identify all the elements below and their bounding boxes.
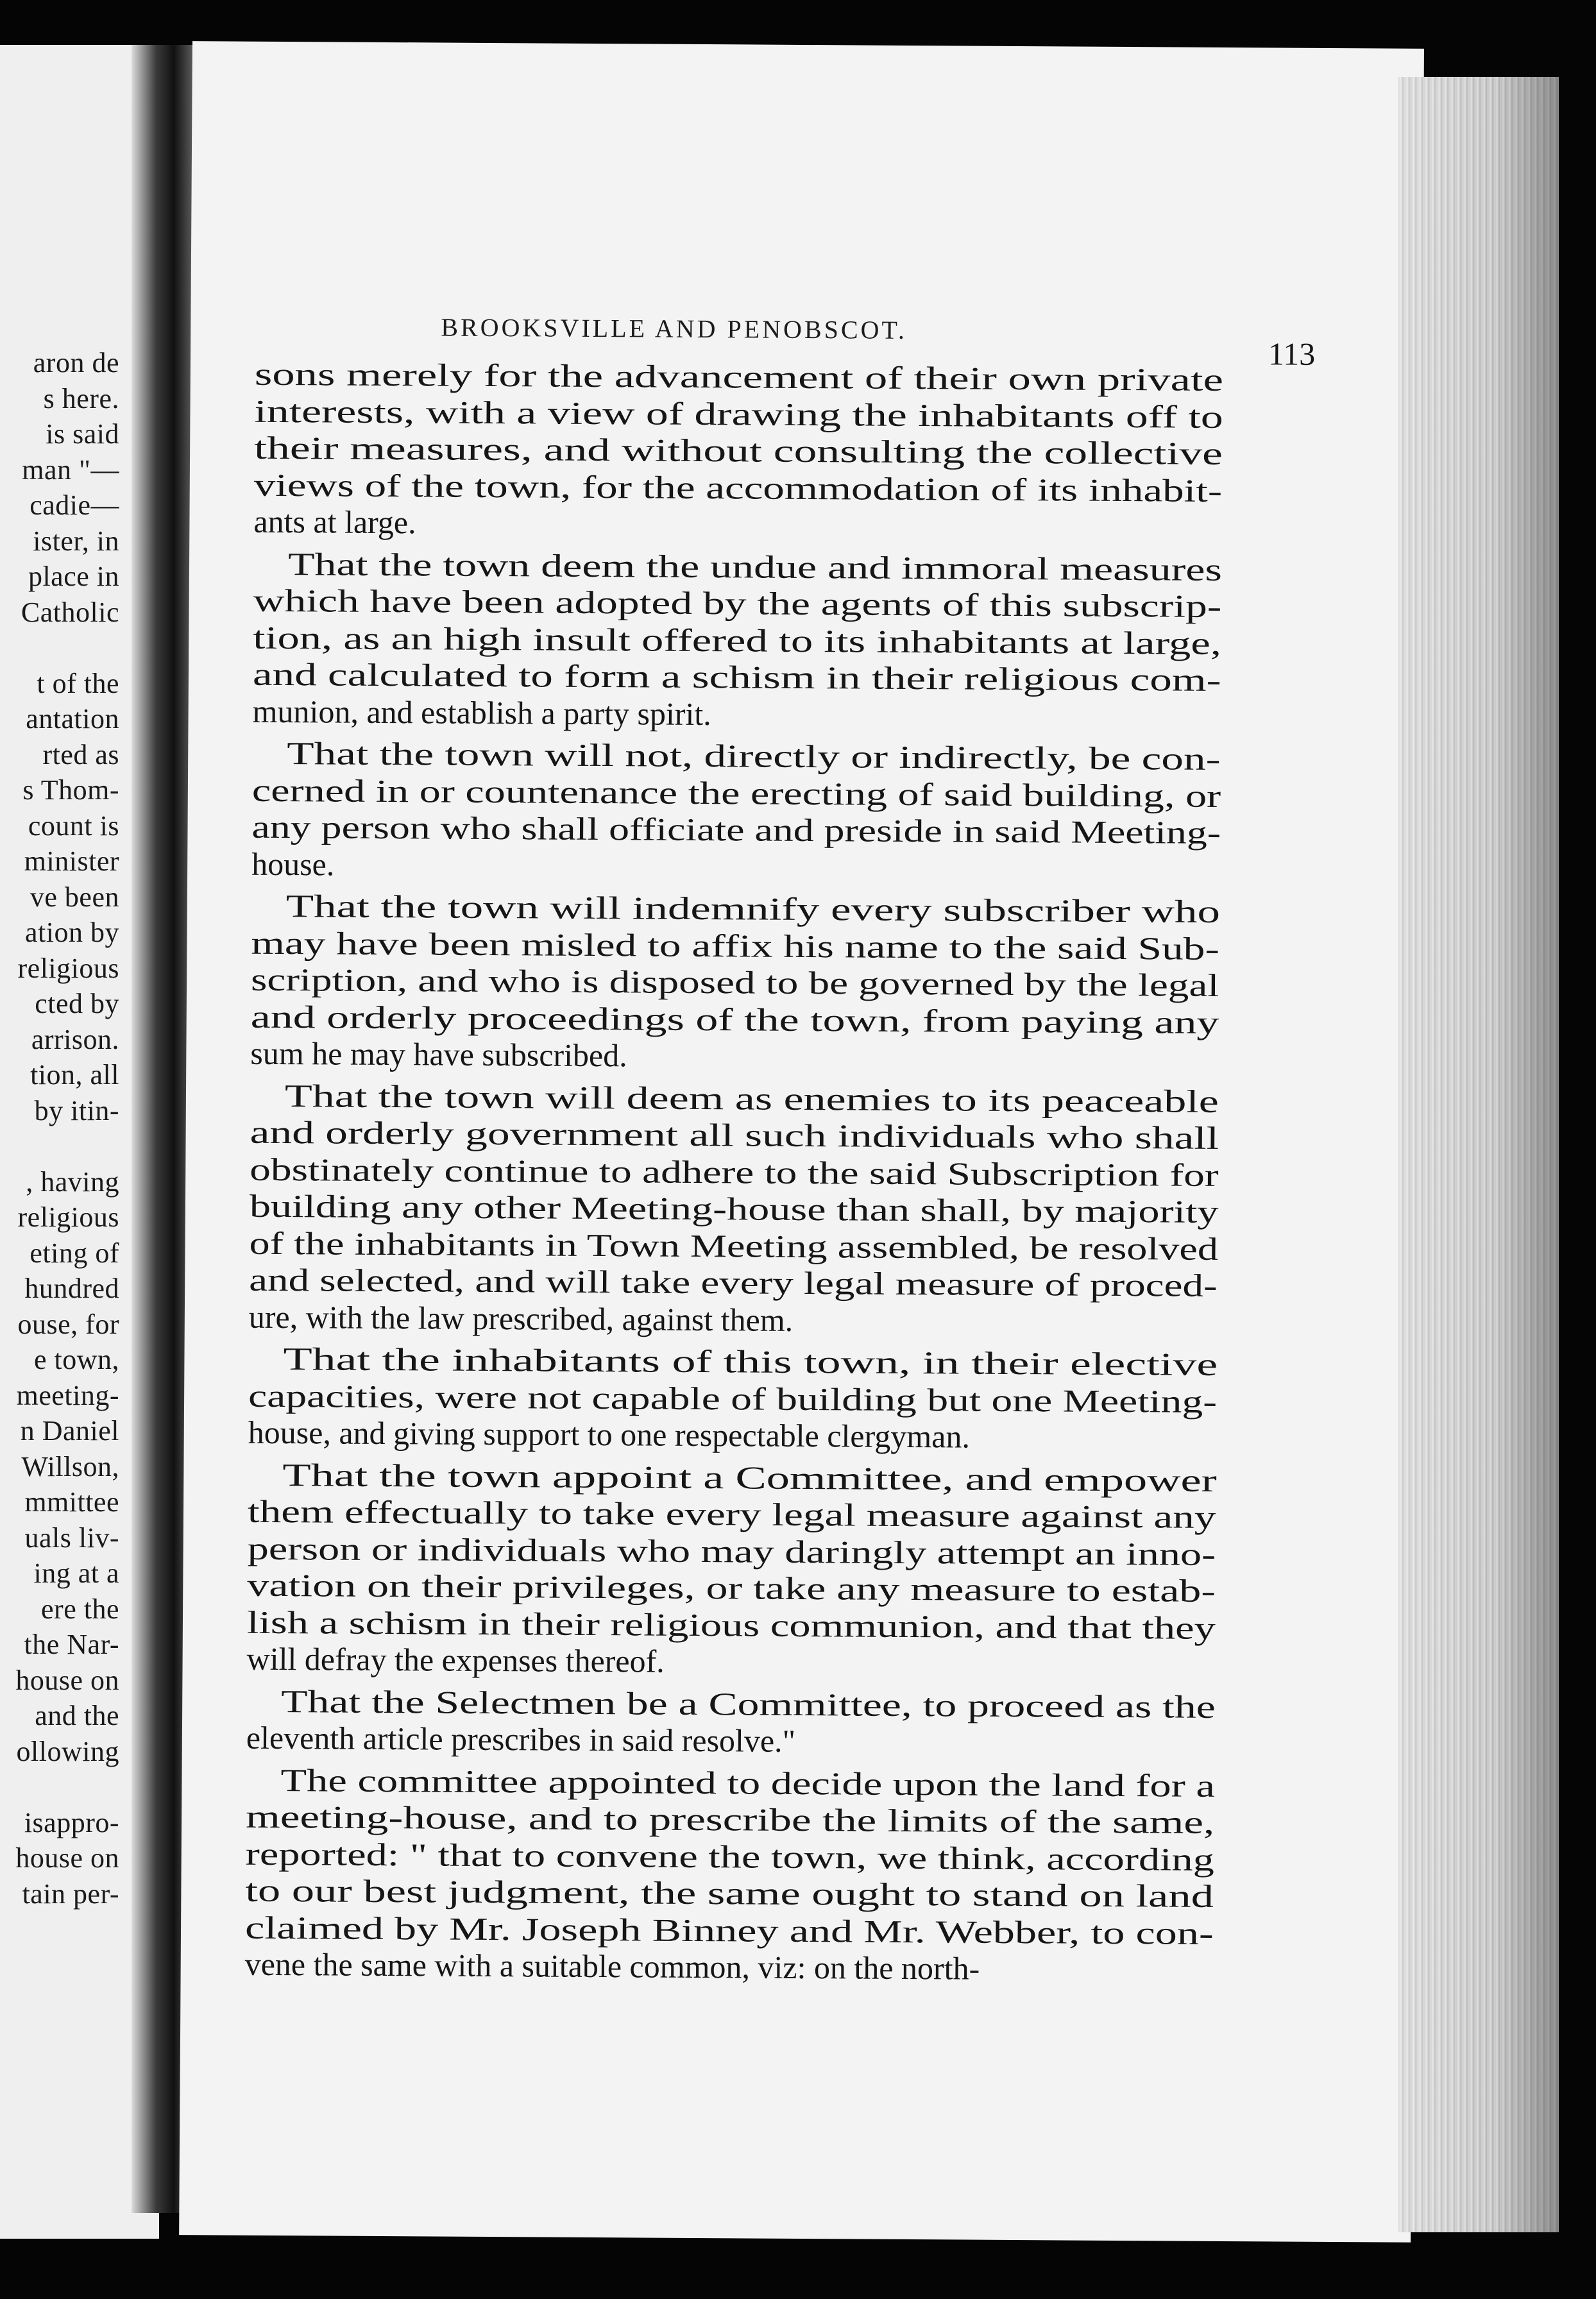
facing-page-line: uals liv- bbox=[24, 1522, 119, 1554]
facing-page-line: t of the bbox=[37, 667, 119, 699]
text-line: and orderly government all such individuals who shall bbox=[250, 1114, 1219, 1156]
facing-page-line: cted by bbox=[35, 988, 119, 1019]
facing-page-line: meeting- bbox=[16, 1379, 119, 1411]
facing-page-line: ing at a bbox=[33, 1557, 119, 1589]
text-line: sons merely for the advancement of their own private bbox=[254, 355, 1224, 398]
text-line: ure, with the law prescribed, against them. bbox=[248, 1298, 794, 1338]
text-line: munion, and establish a party spirit. bbox=[252, 693, 711, 732]
facing-page-line: and the bbox=[35, 1700, 119, 1731]
text-line: interests, with a view of drawing the inhabitants off to bbox=[254, 393, 1223, 435]
facing-page-line: Willson, bbox=[21, 1450, 119, 1482]
facing-page-line: house on bbox=[15, 1842, 119, 1874]
facing-page-line: cadie— bbox=[30, 489, 119, 521]
facing-page-line: mmittee bbox=[24, 1486, 119, 1518]
facing-page-line: religious bbox=[17, 1201, 119, 1233]
facing-page-line: tain per- bbox=[22, 1878, 119, 1910]
text-line: house, and giving support to one respectable clergyman. bbox=[248, 1414, 971, 1455]
text-line: capacities, were not capable of building but one Meeting- bbox=[248, 1377, 1218, 1420]
facing-page-line: is said bbox=[46, 418, 119, 450]
facing-page-line: man "— bbox=[22, 454, 119, 486]
page-edges-shading bbox=[1398, 77, 1559, 2232]
facing-page-line: isappro- bbox=[24, 1806, 119, 1838]
facing-page-line: by itin- bbox=[34, 1094, 119, 1126]
text-line: and orderly proceedings of the town, from paying any bbox=[250, 998, 1219, 1040]
facing-page-line: arrison. bbox=[31, 1023, 119, 1055]
page-body-text bbox=[244, 355, 1224, 1987]
text-line: building any other Meeting-house than shall, by majority bbox=[249, 1187, 1219, 1230]
facing-page-line: ouse, for bbox=[17, 1308, 119, 1340]
text-line: obstinately continue to adhere to the said Subscription for bbox=[250, 1151, 1219, 1193]
text-line: vation on their privileges, or take any measure to estab- bbox=[247, 1566, 1216, 1609]
facing-page-line: ister, in bbox=[33, 525, 119, 557]
text-line: That the town will indemnify every subscriber who bbox=[285, 888, 1221, 929]
text-line: may have been misled to affix his name to the said Sub- bbox=[251, 924, 1220, 967]
facing-page-line: ollowing bbox=[16, 1735, 119, 1767]
text-line: That the town will not, directly or indirectly, be con- bbox=[287, 735, 1221, 777]
text-line: which have been adopted by the agents of this subscrip- bbox=[253, 582, 1222, 624]
facing-page-line: hundred bbox=[24, 1273, 119, 1304]
facing-page-line: s Thom- bbox=[22, 774, 119, 806]
text-line: reported: " that to convene the town, we think, according bbox=[245, 1835, 1215, 1878]
text-line: meeting-house, and to prescribe the limits of the same, bbox=[245, 1798, 1215, 1840]
text-line: tion, as an high insult offered to its inhabitants at large, bbox=[253, 619, 1222, 661]
facing-page-line: Catholic bbox=[21, 596, 119, 628]
facing-page-line: place in bbox=[28, 561, 119, 592]
facing-page-line: , having bbox=[26, 1166, 119, 1198]
page-113 bbox=[179, 41, 1424, 2243]
text-line: sum he may have subscribed. bbox=[250, 1035, 627, 1074]
text-line: house. bbox=[251, 845, 335, 883]
facing-page-line: minister bbox=[24, 845, 119, 877]
text-line: That the town deem the undue and immoral measures bbox=[287, 545, 1223, 588]
text-line: and selected, and will take every legal measure of proced- bbox=[249, 1261, 1218, 1303]
facing-page-line: eting of bbox=[30, 1237, 119, 1269]
running-head: BROOKSVILLE AND PENOBSCOT. bbox=[441, 312, 908, 344]
facing-page-line: e town, bbox=[33, 1344, 119, 1375]
facing-page-line: s here. bbox=[43, 382, 119, 414]
text-line: any person who shall officiate and preside in said Meeting- bbox=[251, 808, 1221, 851]
facing-page-line: ve been bbox=[30, 881, 119, 913]
facing-page-line: count is bbox=[28, 810, 119, 842]
text-line: claimed by Mr. Joseph Binney and Mr. Webber, to con- bbox=[244, 1909, 1214, 1951]
text-line: That the Selectmen be a Committee, to proceed as the bbox=[281, 1683, 1216, 1725]
facing-page-line: the Nar- bbox=[24, 1629, 119, 1660]
text-line: of the inhabitants in Town Meeting assembled, be resolved bbox=[249, 1225, 1219, 1267]
text-line: them effectually to take every legal measure against any bbox=[247, 1493, 1216, 1535]
facing-page-line: tion, all bbox=[30, 1059, 119, 1090]
text-line: vene the same with a suitable common, viz: on the north- bbox=[244, 1946, 980, 1987]
facing-page-line: house on bbox=[15, 1664, 119, 1696]
text-line: scription, and who is disposed to be governed by the legal bbox=[250, 961, 1219, 1003]
text-line: cerned in or countenance the erecting of said building, or bbox=[251, 772, 1221, 814]
page-number: 113 bbox=[1268, 335, 1316, 372]
text-line: That the inhabitants of this town, in their elective bbox=[283, 1341, 1218, 1382]
text-line: lish a schism in their religious communion, and that they bbox=[246, 1604, 1216, 1646]
text-line: their measures, and without consulting the collective bbox=[253, 429, 1223, 471]
facing-page-line: ere the bbox=[41, 1593, 119, 1625]
text-line: The committee appointed to decide upon the land for a bbox=[280, 1761, 1216, 1804]
facing-page-line: rted as bbox=[42, 738, 119, 770]
text-line: That the town will deem as enemies to its peaceable bbox=[284, 1077, 1219, 1119]
facing-page-line: religious bbox=[17, 952, 119, 984]
text-line: eleventh article prescribes in said resolve." bbox=[246, 1719, 796, 1759]
text-line: ants at large. bbox=[253, 503, 416, 541]
facing-page-line: ation by bbox=[25, 917, 119, 948]
text-line: person or individuals who may daringly attempt an inno- bbox=[247, 1530, 1216, 1572]
text-line: to our best judgment, the same ought to stand on land bbox=[245, 1872, 1214, 1914]
facing-page-line: aron de bbox=[33, 347, 119, 378]
text-line: and calculated to form a schism in their religious com- bbox=[252, 656, 1221, 698]
text-line: views of the town, for the accommodation of its inhabit- bbox=[253, 466, 1223, 509]
text-line: That the town appoint a Committee, and empower bbox=[282, 1456, 1217, 1498]
facing-page-line: n Daniel bbox=[20, 1415, 119, 1446]
facing-page-line: antation bbox=[26, 703, 119, 734]
text-line: will defray the expenses thereof. bbox=[246, 1640, 665, 1679]
